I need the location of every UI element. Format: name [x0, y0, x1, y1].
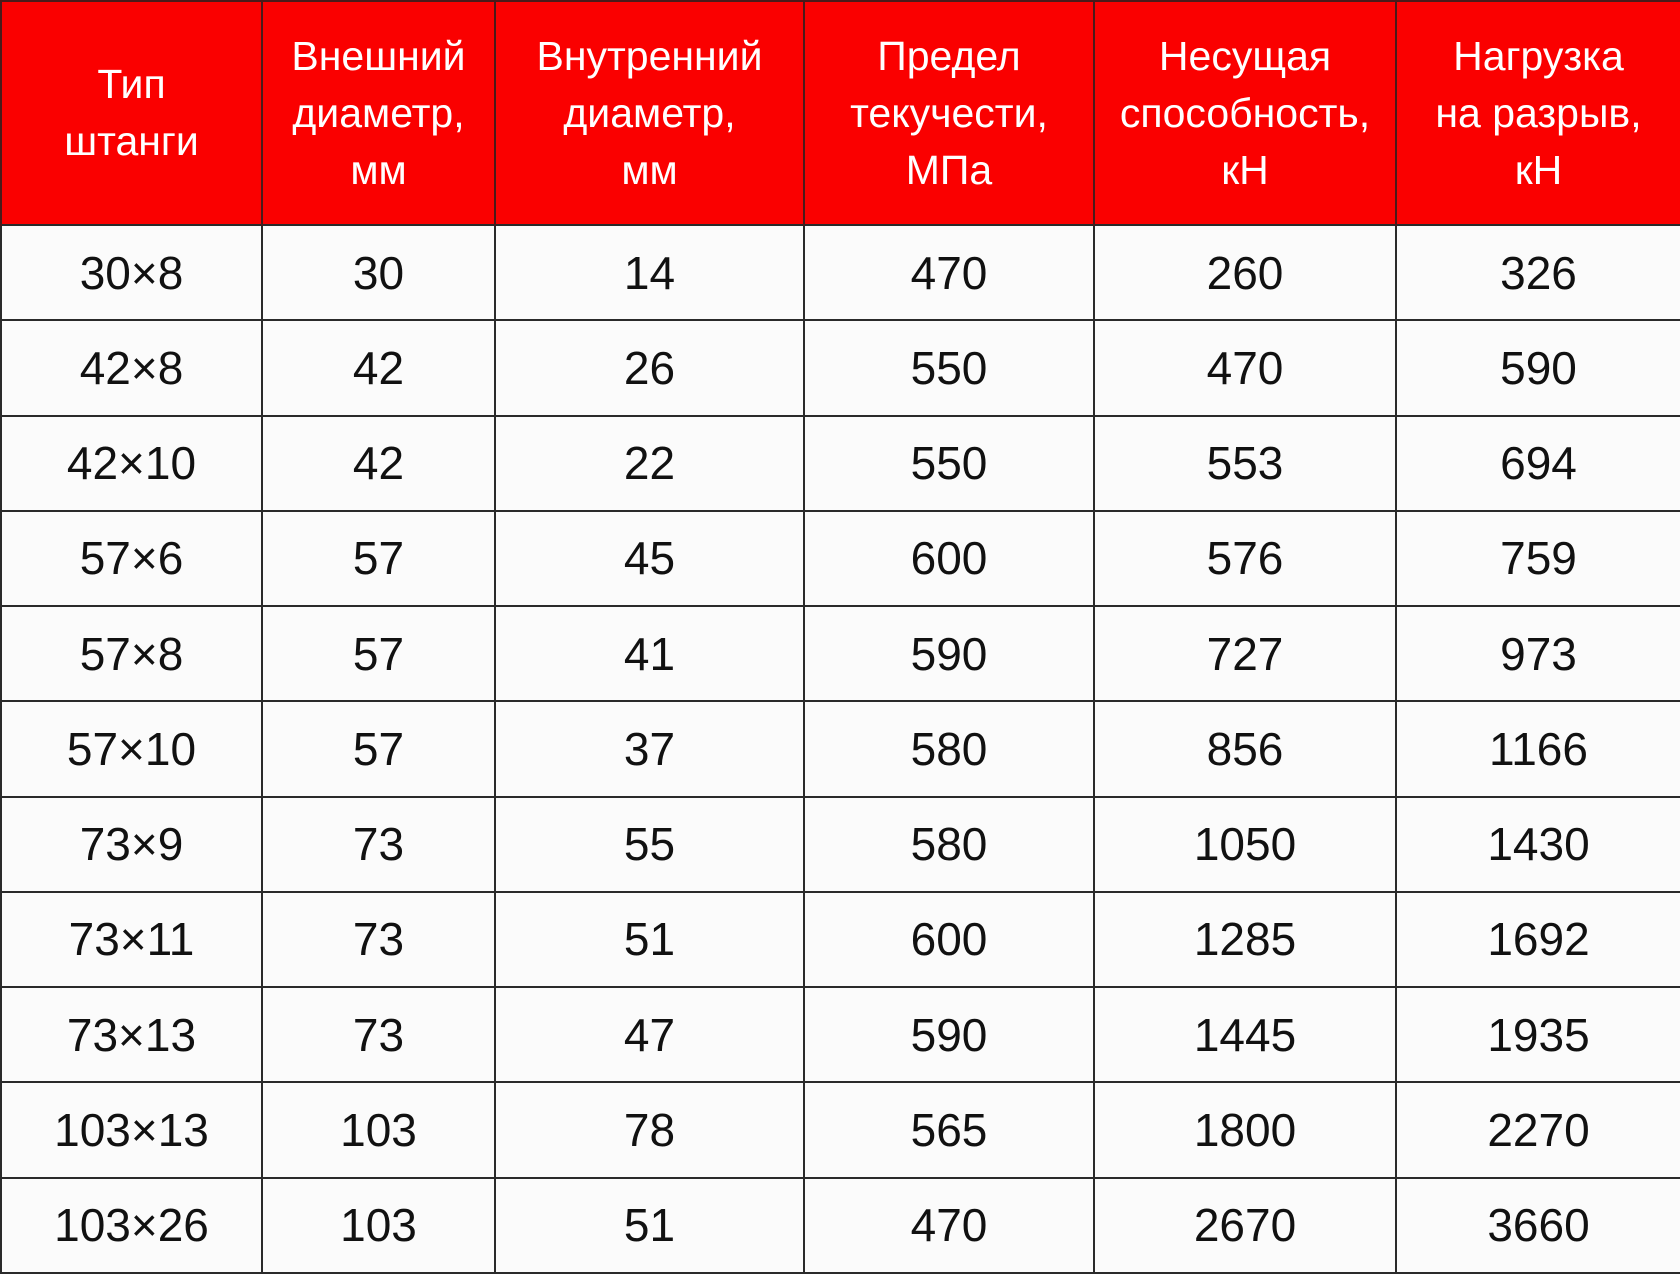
cell-rod-type: 103×26 — [1, 1178, 262, 1273]
cell-breaking-load: 1430 — [1396, 797, 1680, 892]
cell-yield-strength: 580 — [804, 701, 1094, 796]
cell-breaking-load: 1166 — [1396, 701, 1680, 796]
cell-yield-strength: 470 — [804, 225, 1094, 320]
cell-bearing-capacity: 1050 — [1094, 797, 1396, 892]
header-outer-diameter: Внешний диаметр, мм — [262, 1, 495, 225]
cell-breaking-load: 1935 — [1396, 987, 1680, 1082]
cell-bearing-capacity: 727 — [1094, 606, 1396, 701]
cell-breaking-load: 590 — [1396, 320, 1680, 415]
table-row — [1, 225, 1680, 320]
cell-breaking-load: 973 — [1396, 606, 1680, 701]
table-header — [1, 1, 1680, 225]
table-row — [1, 320, 1680, 415]
cell-bearing-capacity: 470 — [1094, 320, 1396, 415]
cell-breaking-load: 694 — [1396, 416, 1680, 511]
header-inner-diameter: Внутренний диаметр, мм — [495, 1, 804, 225]
header-breaking-load: Нагрузка на разрыв, кН — [1396, 1, 1680, 225]
header-rod-type: Тип штанги — [1, 1, 262, 225]
cell-outer-diameter: 57 — [262, 511, 495, 606]
cell-rod-type: 57×6 — [1, 511, 262, 606]
cell-inner-diameter: 41 — [495, 606, 804, 701]
cell-inner-diameter: 47 — [495, 987, 804, 1082]
table-row — [1, 1178, 1680, 1273]
cell-yield-strength: 550 — [804, 416, 1094, 511]
header-row — [1, 1, 1680, 225]
cell-rod-type: 73×9 — [1, 797, 262, 892]
cell-rod-type: 42×8 — [1, 320, 262, 415]
header-bearing-capacity: Несущая способность, кН — [1094, 1, 1396, 225]
cell-bearing-capacity: 260 — [1094, 225, 1396, 320]
cell-breaking-load: 759 — [1396, 511, 1680, 606]
cell-yield-strength: 600 — [804, 892, 1094, 987]
table-row — [1, 606, 1680, 701]
cell-inner-diameter: 45 — [495, 511, 804, 606]
cell-inner-diameter: 26 — [495, 320, 804, 415]
cell-outer-diameter: 30 — [262, 225, 495, 320]
cell-rod-type: 57×8 — [1, 606, 262, 701]
cell-outer-diameter: 73 — [262, 892, 495, 987]
cell-bearing-capacity: 553 — [1094, 416, 1396, 511]
cell-yield-strength: 590 — [804, 606, 1094, 701]
cell-bearing-capacity: 1800 — [1094, 1082, 1396, 1177]
cell-outer-diameter: 57 — [262, 701, 495, 796]
cell-breaking-load: 1692 — [1396, 892, 1680, 987]
table-row — [1, 987, 1680, 1082]
table-row — [1, 701, 1680, 796]
cell-breaking-load: 326 — [1396, 225, 1680, 320]
table-row — [1, 797, 1680, 892]
cell-bearing-capacity: 2670 — [1094, 1178, 1396, 1273]
cell-rod-type: 73×13 — [1, 987, 262, 1082]
cell-bearing-capacity: 1285 — [1094, 892, 1396, 987]
table-row — [1, 416, 1680, 511]
cell-yield-strength: 600 — [804, 511, 1094, 606]
cell-rod-type: 57×10 — [1, 701, 262, 796]
cell-outer-diameter: 42 — [262, 416, 495, 511]
cell-inner-diameter: 78 — [495, 1082, 804, 1177]
cell-inner-diameter: 51 — [495, 1178, 804, 1273]
cell-rod-type: 73×11 — [1, 892, 262, 987]
cell-bearing-capacity: 1445 — [1094, 987, 1396, 1082]
cell-breaking-load: 2270 — [1396, 1082, 1680, 1177]
cell-yield-strength: 565 — [804, 1082, 1094, 1177]
cell-rod-type: 30×8 — [1, 225, 262, 320]
table-body — [1, 225, 1680, 1273]
cell-rod-type: 103×13 — [1, 1082, 262, 1177]
cell-rod-type: 42×10 — [1, 416, 262, 511]
cell-outer-diameter: 42 — [262, 320, 495, 415]
cell-inner-diameter: 14 — [495, 225, 804, 320]
cell-outer-diameter: 103 — [262, 1178, 495, 1273]
cell-inner-diameter: 55 — [495, 797, 804, 892]
cell-breaking-load: 3660 — [1396, 1178, 1680, 1273]
table-row — [1, 1082, 1680, 1177]
cell-bearing-capacity: 576 — [1094, 511, 1396, 606]
cell-outer-diameter: 73 — [262, 987, 495, 1082]
cell-outer-diameter: 73 — [262, 797, 495, 892]
cell-yield-strength: 580 — [804, 797, 1094, 892]
cell-outer-diameter: 103 — [262, 1082, 495, 1177]
cell-outer-diameter: 57 — [262, 606, 495, 701]
cell-inner-diameter: 51 — [495, 892, 804, 987]
cell-inner-diameter: 37 — [495, 701, 804, 796]
cell-bearing-capacity: 856 — [1094, 701, 1396, 796]
cell-yield-strength: 550 — [804, 320, 1094, 415]
header-yield-strength: Предел текучести, МПа — [804, 1, 1094, 225]
table-row — [1, 511, 1680, 606]
cell-yield-strength: 470 — [804, 1178, 1094, 1273]
cell-inner-diameter: 22 — [495, 416, 804, 511]
table-row — [1, 892, 1680, 987]
cell-yield-strength: 590 — [804, 987, 1094, 1082]
